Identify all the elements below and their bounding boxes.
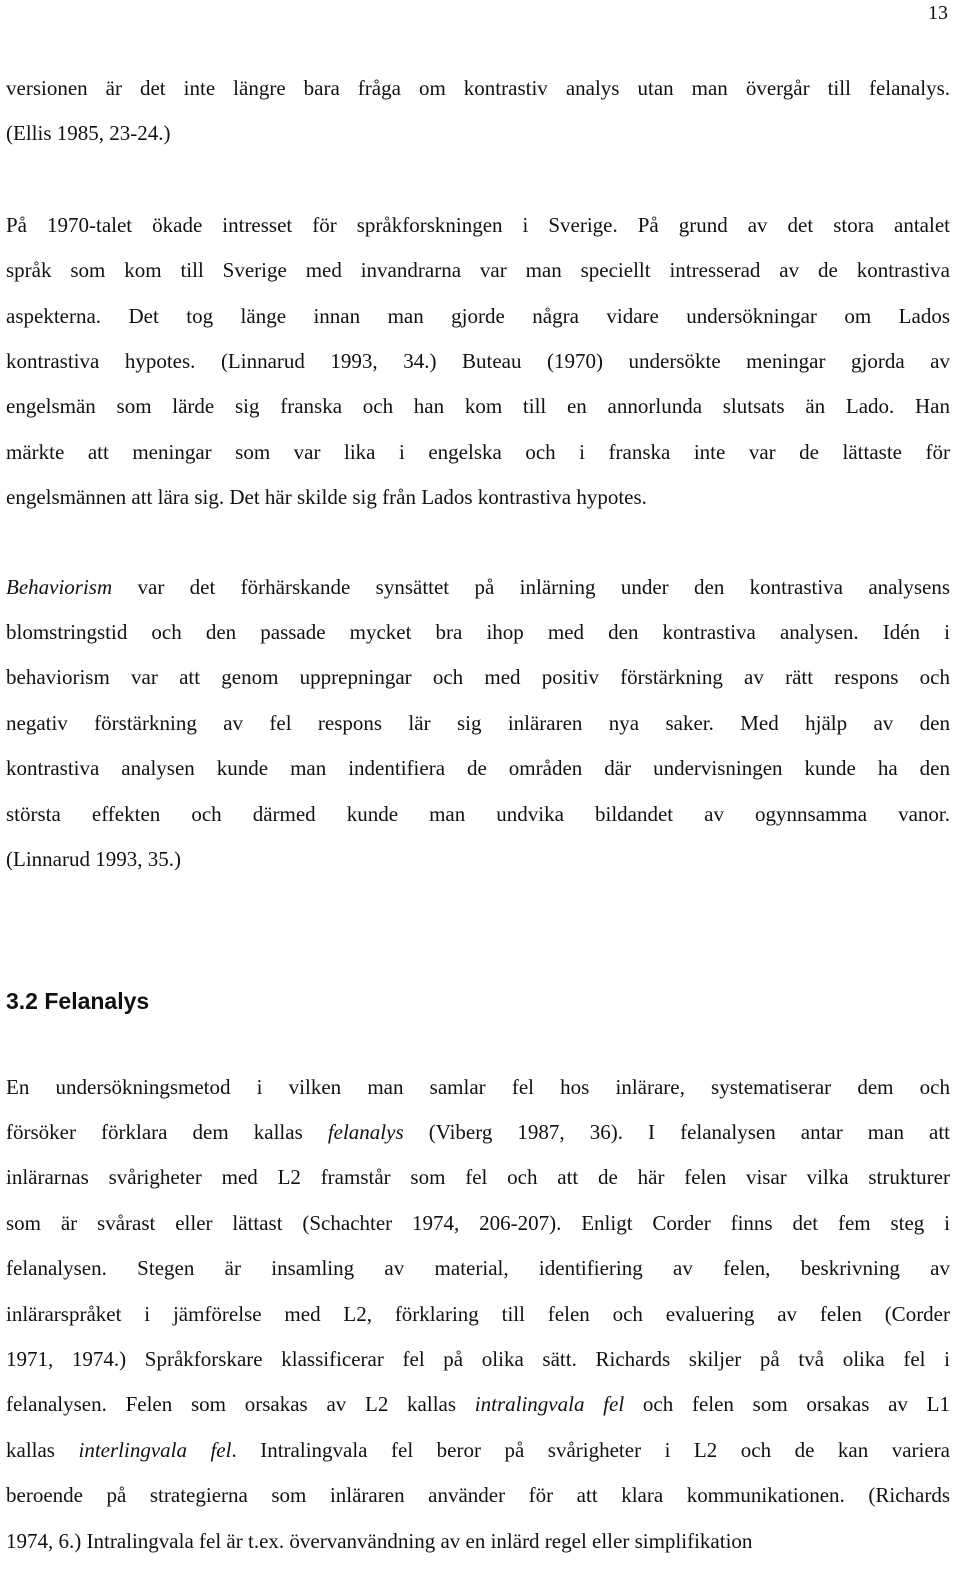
text-segment: språk som kom till Sverige med invandrarna var man speciellt intresserad av de kontrastiva — [6, 258, 950, 283]
text-line — [6, 746, 950, 791]
text-line — [6, 565, 950, 610]
text-line — [6, 1428, 950, 1473]
paragraph-3 — [6, 565, 950, 883]
text-segment: . Intralingvala fel beror på svårigheter i L2 och de kan variera — [231, 1437, 950, 1462]
text-segment: blomstringstid och den passade mycket bra ihop med den kontrastiva analysen. Idén i — [6, 620, 950, 645]
text-line — [6, 701, 950, 746]
text-segment: versionen är det inte längre bara fråga om kontrastiv analys utan man övergår till felanalys. — [6, 76, 950, 100]
text-line — [6, 837, 950, 882]
text-segment: inlärarnas svårigheter med L2 framstår som fel och att de här felen visar vilka strukturer — [6, 1165, 950, 1190]
text-segment: 1974, 6.) Intralingvala fel är t.ex. övervanvändning av en inlärd regel eller simplifikation — [6, 1528, 753, 1553]
italic-term: intralingvala fel — [474, 1392, 625, 1417]
paragraph-1 — [6, 66, 950, 157]
text-line — [6, 1065, 950, 1110]
document-body — [6, 66, 950, 1564]
text-line — [6, 430, 950, 475]
text-segment: kontrastiva analysen kunde man indentifiera de områden där undervisningen kunde ha den — [6, 756, 950, 781]
text-segment: (Ellis 1985, 23-24.) — [6, 121, 171, 146]
text-segment: engelsmän som lärde sig franska och han kom till en annorlunda slutsats än Lado. Han — [6, 394, 950, 419]
text-line — [6, 1473, 950, 1518]
text-segment: märkte att meningar som var lika i engelska och i franska inte var de lättaste för — [6, 439, 950, 464]
text-segment: kallas — [6, 1437, 79, 1462]
text-line — [6, 339, 950, 384]
text-segment: beroende på strategierna som inläraren använder för att klara kommunikationen. (Richards — [6, 1483, 950, 1508]
text-line — [6, 111, 950, 156]
text-segment: På 1970-talet ökade intresset för språkforskningen i Sverige. På grund av det stora antalet — [6, 212, 950, 237]
text-line — [6, 792, 950, 837]
text-line — [6, 248, 950, 293]
text-segment: En undersökningsmetod i vilken man samlar fel hos inlärare, systematiserar dem och — [6, 1074, 950, 1099]
text-line — [6, 384, 950, 429]
text-segment: felanalysen. Felen som orsakas av L2 kallas — [6, 1392, 475, 1417]
section-heading: 3.2 Felanalys — [6, 987, 150, 1014]
text-segment: var det förhärskande synsättet på inlärning under den kontrastiva analysens — [112, 574, 950, 599]
text-line — [6, 1337, 950, 1382]
italic-term: Behaviorism — [6, 574, 113, 599]
text-segment: kontrastiva hypotes. (Linnarud 1993, 34.) Buteau (1970) undersökte meningar gjorda av — [6, 349, 950, 374]
text-line — [6, 203, 950, 248]
text-segment: (Viberg 1987, 36). I felanalysen antar man att — [403, 1119, 950, 1144]
text-line — [6, 1201, 950, 1246]
text-segment: aspekterna. Det tog länge innan man gjorde några vidare undersökningar om Lados — [6, 303, 950, 328]
paragraph-4 — [6, 1065, 950, 1564]
text-segment: 1971, 1974.) Språkforskare klassificerar fel på olika sätt. Richards skiljer på två olika fel i — [6, 1346, 950, 1371]
italic-term: interlingvala fel — [78, 1437, 232, 1462]
text-line — [6, 1292, 950, 1337]
page-number: 13 — [928, 2, 948, 24]
text-line — [6, 1382, 950, 1427]
text-segment: största effekten och därmed kunde man undvika bildandet av ogynnsamma vanor. — [6, 801, 950, 826]
text-line — [6, 1110, 950, 1155]
text-segment: försöker förklara dem kallas — [6, 1119, 328, 1144]
text-segment: och felen som orsakas av L1 — [624, 1392, 950, 1417]
paragraph-2 — [6, 203, 950, 521]
text-line — [6, 655, 950, 700]
text-segment: engelsmännen att lära sig. Det här skilde sig från Lados kontrastiva hypotes. — [6, 485, 647, 510]
text-segment: felanalysen. Stegen är insamling av material, identifiering av felen, beskrivning av — [6, 1256, 950, 1281]
text-segment: som är svårast eller lättast (Schachter 1974, 206-207). Enligt Corder finns det fem steg i — [6, 1210, 950, 1235]
text-line — [6, 294, 950, 339]
text-line — [6, 1246, 950, 1291]
text-line — [6, 1155, 950, 1200]
text-line — [6, 475, 950, 520]
text-segment: inlärarspråket i jämförelse med L2, förklaring till felen och evaluering av felen (Corder — [6, 1301, 950, 1326]
text-line — [6, 1519, 950, 1564]
text-segment: behaviorism var att genom upprepningar och med positiv förstärkning av rätt respons och — [6, 665, 950, 690]
text-line — [6, 66, 950, 111]
text-segment: (Linnarud 1993, 35.) — [6, 847, 181, 872]
text-segment: negativ förstärkning av fel respons lär sig inläraren nya saker. Med hjälp av den — [6, 710, 950, 735]
italic-term: felanalys — [327, 1119, 404, 1144]
text-line — [6, 610, 950, 655]
